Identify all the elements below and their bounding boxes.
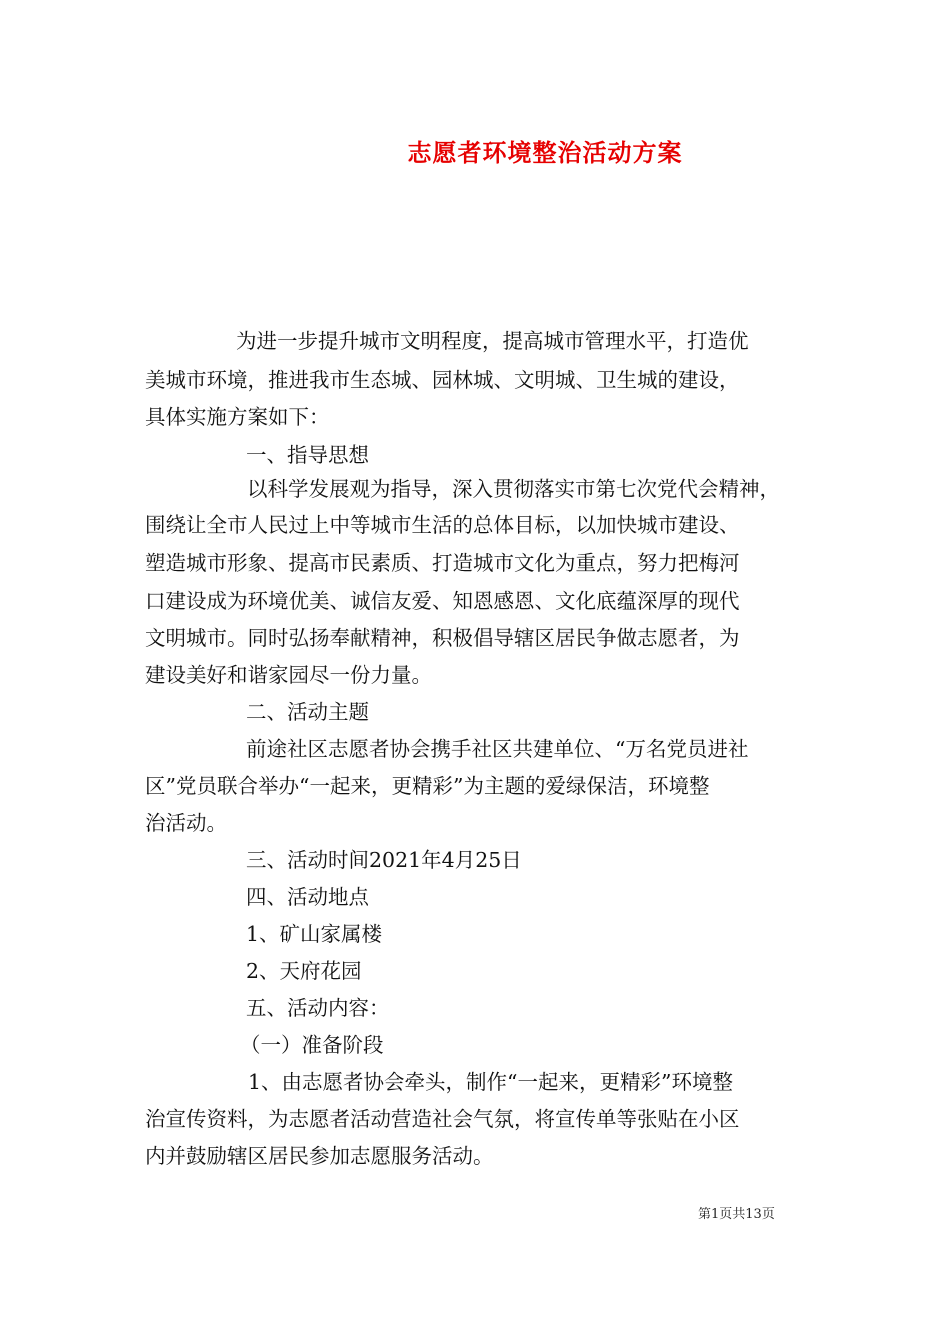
body-line: 建设美好和谐家园尽一份力量。 (145, 663, 432, 687)
section-heading: 四、活动地点 (246, 885, 369, 909)
section-heading: 二、活动主题 (246, 700, 369, 724)
body-line: 文明城市。同时弘扬奉献精神，积极倡导辖区居民争做志愿者，为 (145, 626, 740, 650)
page-number-footer: 第1页共13页 (698, 1207, 775, 1222)
body-line: 美城市环境，推进我市生态城、园林城、文明城、卫生城的建设， (145, 368, 740, 392)
body-line: 前途社区志愿者协会携手社区共建单位、“万名党员进社 (246, 737, 749, 761)
body-line: 以科学发展观为指导，深入贯彻落实市第七次党代会精神， (247, 477, 780, 501)
section-heading: 一、指导思想 (246, 443, 369, 467)
body-line: 内并鼓励辖区居民参加志愿服务活动。 (145, 1144, 494, 1168)
body-line: 1、由志愿者协会牵头，制作“一起来，更精彩”环境整 (248, 1070, 734, 1094)
body-line: 治活动。 (145, 811, 227, 835)
body-line: 围绕让全市人民过上中等城市生活的总体目标，以加快城市建设、 (145, 513, 740, 537)
list-item: 2、天府花园 (246, 959, 362, 983)
subsection-heading: （一）准备阶段 (240, 1033, 384, 1057)
section-heading: 三、活动时间2021年4月25日 (246, 848, 522, 872)
section-heading: 五、活动内容： (246, 996, 390, 1020)
body-line: 塑造城市形象、提高市民素质、打造城市文化为重点，努力把梅河 (145, 551, 740, 575)
list-item: 1、矿山家属楼 (246, 922, 383, 946)
body-line: 口建设成为环境优美、诚信友爱、知恩感恩、文化底蕴深厚的现代 (145, 589, 740, 613)
body-line: 为进一步提升城市文明程度，提高城市管理水平，打造优 (236, 329, 749, 353)
body-line: 具体实施方案如下： (145, 405, 330, 429)
body-line: 区”党员联合举办“一起来，更精彩”为主题的爱绿保洁，环境整 (145, 774, 710, 798)
body-line: 治宣传资料，为志愿者活动营造社会气氛，将宣传单等张贴在小区 (145, 1107, 740, 1131)
page-title: 志愿者环境整治活动方案 (407, 138, 683, 167)
